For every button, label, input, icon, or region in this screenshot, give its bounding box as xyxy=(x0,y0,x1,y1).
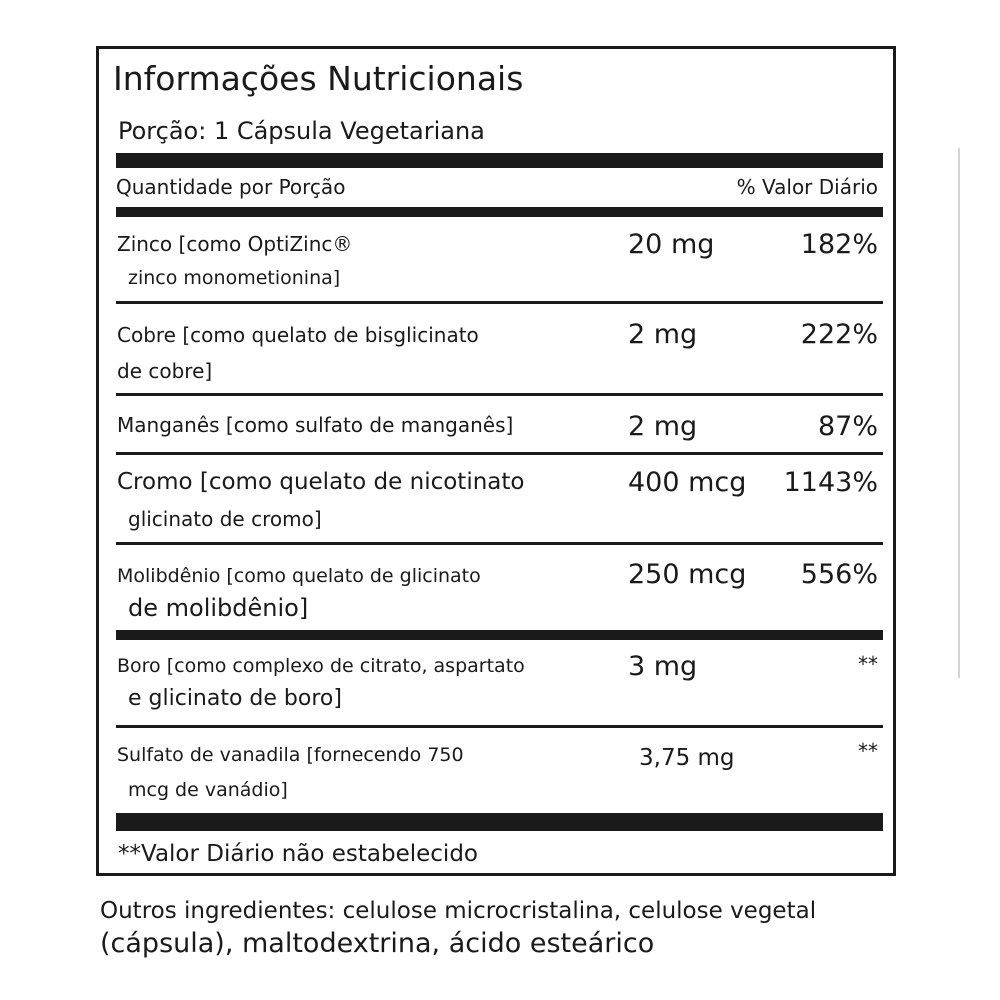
nutrient-name-cont: de molibdênio] xyxy=(128,594,309,622)
nutrient-name: Cromo [como quelato de nicotinato xyxy=(117,469,525,495)
nutrient-dv: 222% xyxy=(800,319,878,350)
amount-per-serving-header: Quantidade por Porção xyxy=(116,175,346,199)
row-divider xyxy=(116,301,883,304)
nutrient-name: Boro [como complexo de citrato, aspartato xyxy=(117,655,525,677)
thick-divider xyxy=(116,813,883,831)
other-ingredients-line2: (cápsula), maltodextrina, ácido esteárico xyxy=(100,928,655,959)
serving-size: Porção: 1 Cápsula Vegetariana xyxy=(118,117,485,145)
nutrient-name: Cobre [como quelato de bisglicinato xyxy=(117,323,479,347)
nutrient-dv: 87% xyxy=(817,411,878,442)
section-divider xyxy=(116,630,883,640)
nutrient-name-cont: mcg de vanádio] xyxy=(128,779,288,801)
row-divider xyxy=(116,393,883,396)
nutrient-name-cont: glicinato de cromo] xyxy=(128,507,322,531)
edge-divider xyxy=(958,148,960,678)
nutrient-name: Sulfato de vanadila [fornecendo 750 xyxy=(117,744,464,766)
nutrient-name-cont: de cobre] xyxy=(117,359,213,383)
nutrient-amount: 2 mg xyxy=(628,319,698,350)
nutrient-amount: 20 mg xyxy=(628,229,715,260)
row-divider xyxy=(116,542,883,545)
nutrient-amount: 2 mg xyxy=(628,411,698,442)
nutrient-name: Molibdênio [como quelato de glicinato xyxy=(117,565,481,587)
row-divider xyxy=(116,452,883,455)
nutrient-name: Zinco [como OptiZinc® xyxy=(117,232,353,256)
nutrient-dv: 556% xyxy=(800,559,878,590)
nutrition-facts-panel xyxy=(96,46,896,876)
daily-value-header: % Valor Diário xyxy=(736,175,878,199)
nutrient-name: Manganês [como sulfato de manganês] xyxy=(117,413,514,437)
nutrient-amount: 3,75 mg xyxy=(639,745,735,771)
nutrient-amount: 400 mcg xyxy=(628,467,747,498)
other-ingredients-line1: Outros ingredientes: celulose microcristalina, celulose vegetal xyxy=(100,898,817,924)
thick-divider xyxy=(116,153,883,168)
header-divider xyxy=(116,207,883,217)
nutrient-dv: 182% xyxy=(800,229,878,260)
nutrient-name-cont: e glicinato de boro] xyxy=(128,686,342,711)
nutrient-name-cont: zinco monometionina] xyxy=(128,267,341,289)
row-divider xyxy=(116,725,883,728)
panel-title: Informações Nutricionais xyxy=(113,59,524,98)
nutrient-amount: 3 mg xyxy=(628,651,698,682)
nutrient-dv: ** xyxy=(858,652,878,676)
nutrient-amount: 250 mcg xyxy=(628,559,747,590)
footnote: **Valor Diário não estabelecido xyxy=(118,841,478,867)
nutrient-dv: ** xyxy=(858,739,878,763)
nutrient-dv: 1143% xyxy=(783,467,878,498)
